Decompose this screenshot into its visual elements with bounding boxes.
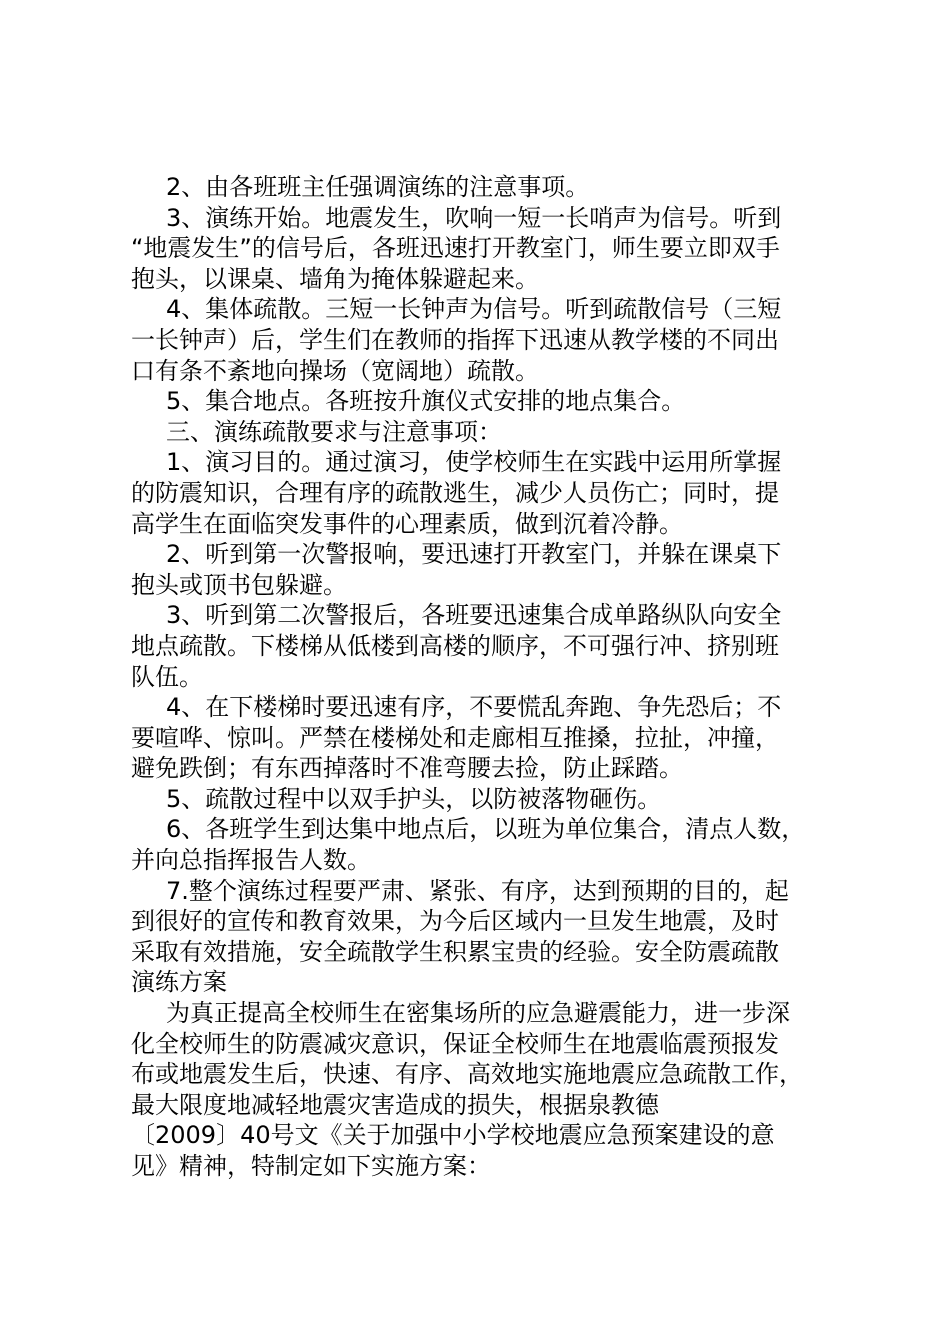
text-line: 抱头，以课桌、墙角为掩体躲避起来。	[131, 264, 539, 293]
text-line: “地震发生”的信号后，各班迅速打开教室门，师生要立即双手	[131, 234, 780, 263]
text-line: 演练方案	[131, 968, 227, 997]
text-line: 化全校师生的防震减灾意识，保证全校师生在地震临震预报发	[131, 1029, 779, 1058]
text-line: 4、集体疏散。三短一长钟声为信号。听到疏散信号（三短	[166, 295, 782, 324]
text-line: 3、演练开始。地震发生，吹响一短一长哨声为信号。听到	[166, 203, 782, 232]
text-line: 为真正提高全校师生在密集场所的应急避震能力，进一步深	[166, 999, 790, 1028]
text-line: 到很好的宣传和教育效果，为今后区域内一旦发生地震，及时	[131, 907, 779, 936]
text-line: 一长钟声）后，学生们在教师的指挥下迅速从教学楼的不同出	[131, 325, 779, 354]
text-line: 见》精神，特制定如下实施方案：	[131, 1152, 491, 1180]
text-line: 并向总指挥报告人数。	[131, 846, 371, 875]
text-line: 的防震知识，合理有序的疏散逃生，减少人员伤亡；同时，提	[131, 478, 779, 507]
text-line: 要喧哗、惊叫。严禁在楼梯处和走廊相互推搡，拉扯，冲撞，	[131, 723, 779, 752]
text-line: 3、听到第二次警报后，各班要迅速集合成单路纵队向安全	[166, 601, 782, 630]
text-line: 地点疏散。下楼梯从低楼到高楼的顺序，不可强行冲、挤别班	[131, 631, 779, 660]
text-line: 三、演练疏散要求与注意事项：	[166, 417, 502, 446]
text-line: 队伍。	[131, 662, 203, 691]
text-line: 2、由各班班主任强调演练的注意事项。	[166, 173, 590, 201]
text-line: 高学生在面临突发事件的心理素质，做到沉着冷静。	[131, 509, 683, 538]
text-line: 4、在下楼梯时要迅速有序，不要慌乱奔跑、争先恐后；不	[166, 693, 782, 722]
text-line: 口有条不紊地向操场（宽阔地）疏散。	[131, 356, 539, 385]
text-line: 5、疏散过程中以双手护头，以防被落物砸伤。	[166, 784, 662, 813]
text-line: 7.整个演练过程要严肃、紧张、有序，达到预期的目的，起	[166, 876, 789, 905]
text-line: 1、演习目的。通过演习，使学校师生在实践中运用所掌握	[166, 448, 782, 477]
text-line: 采取有效措施，安全疏散学生积累宝贵的经验。安全防震疏散	[131, 937, 779, 966]
text-line: 避免跌倒；有东西掉落时不准弯腰去捡，防止踩踏。	[131, 754, 683, 783]
document-body	[131, 172, 831, 1182]
text-line: 布或地震发生后，快速、有序、高效地实施地震应急疏散工作，	[131, 1060, 803, 1089]
text-line: 5、集合地点。各班按升旗仪式安排的地点集合。	[166, 387, 686, 416]
text-line: 2、听到第一次警报响，要迅速打开教室门，并躲在课桌下	[166, 540, 782, 569]
text-line: 抱头或顶书包躲避。	[131, 570, 347, 599]
text-line: 〔2009〕40号文《关于加强中小学校地震应急预案建设的意	[131, 1121, 775, 1150]
text-line: 6、各班学生到达集中地点后，以班为单位集合，清点人数，	[166, 815, 806, 844]
text-line: 最大限度地减轻地震灾害造成的损失，根据泉教德	[131, 1090, 659, 1119]
